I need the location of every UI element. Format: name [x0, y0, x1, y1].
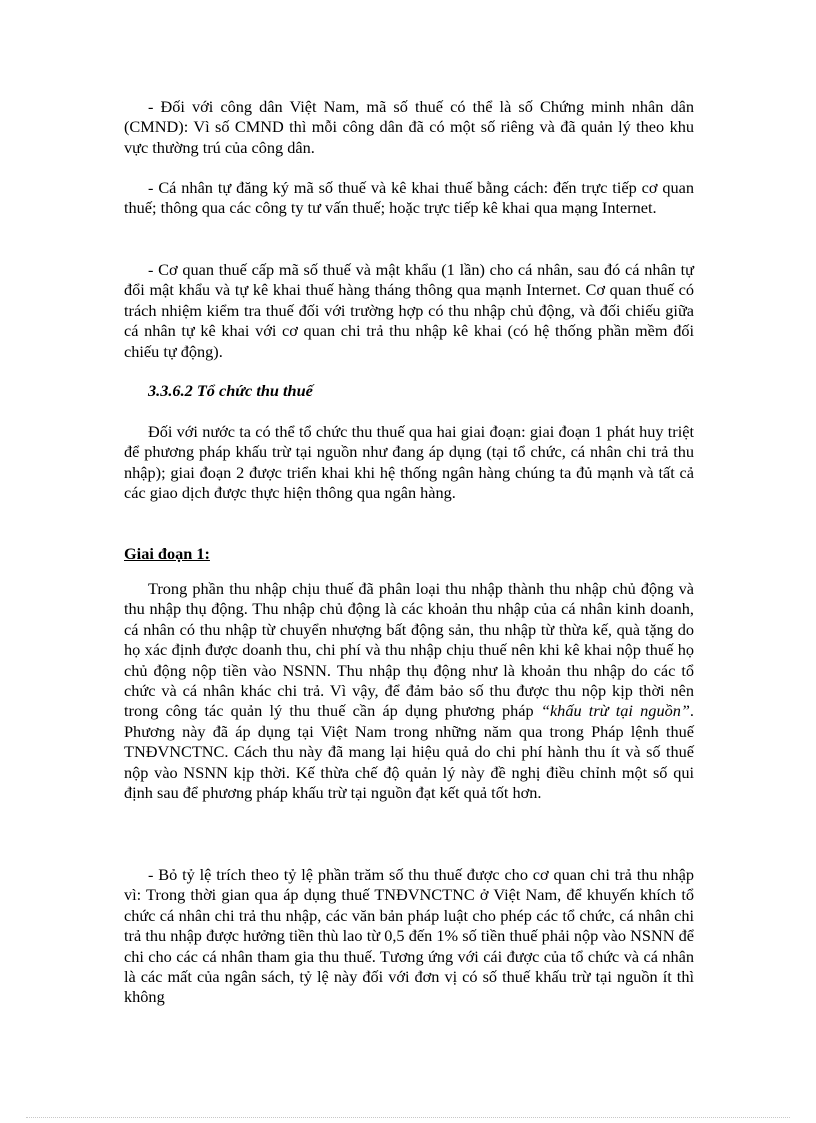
paragraph-password — [124, 260, 694, 362]
subheading-phase-1: Giai đoạn 1: — [124, 544, 210, 563]
body-text: - Cơ quan thuế cấp mã số thuế và mật khẩu (1 lần) cho cá nhân, sau đó cá nhân tự đổi mật khẩu và tự kê khai thuế hàng tháng thông qua mạnh Internet. Cơ quan thuế có trách nhiệm kiểm tra thuế đối với trường hợp có thu nhập chủ động, và đối chiếu giữa cá nhân tự kê khai với cơ quan chi trả thu nhập kê khai (có hệ thống phần mềm đối chiếu tự động). — [124, 260, 694, 361]
section-heading-block — [124, 381, 694, 401]
paragraph-registration — [124, 178, 694, 219]
body-text-part: . Phương này đã áp dụng tại Việt Nam trong những năm qua trong Pháp lệnh thuế TNĐVNCTNC. Cách thu này đã mang lại hiệu quả do chi phí hành thu ít và số thuế nộp vào NSNN kịp thời. Kế thừa chế độ quản lý này đề nghị điều chỉnh một số qui định sau để phương pháp khấu trừ tại nguồn đạt kết quả tốt hơn. — [124, 701, 694, 803]
paragraph-phase-1 — [124, 579, 694, 803]
subheading-block — [124, 544, 694, 564]
body-text — [124, 579, 694, 803]
emphasis-quote: “khấu trừ tại nguồn” — [540, 701, 690, 721]
paragraph-two-phases — [124, 422, 694, 504]
body-text: - Đối với công dân Việt Nam, mã số thuế có thể là số Chứng minh nhân dân (CMND): Vì số CMND thì mỗi công dân đã có một số riêng và đã quản lý theo khu vực thường trú của công dân. — [124, 97, 694, 157]
body-text-part: Trong phần thu nhập chịu thuế đã phân loại thu nhập thành thu nhập chủ động và thu nhập thụ động. Thu nhập chủ động là các khoản thu nhập của cá nhân kinh doanh, cá nhân có thu nhập từ chuyển nhượng bất động sản, thu nhập từ thừa kế, quà tặng do họ xác định được doanh thu, chi phí và thu nhập chịu thuế nên khi kê khai nộp thuế họ chủ động nộp tiền vào NSNN. Thu nhập thụ động như là khoản thu nhập do các tổ chức và cá nhân khác chi trả. Vì vậy, để đảm bảo số thu được thu nộp kịp thời nên trong công tác quản lý thu thuế cần áp dụng phương pháp — [124, 579, 694, 721]
body-text: - Bỏ tỷ lệ trích theo tỷ lệ phần trăm số thu thuế được cho cơ quan chi trả thu nhập vì: Trong thời gian qua áp dụng thuế TNĐVNCTNC ở Việt Nam, để khuyến khích tổ chức cá nhân chi trả thu nhập, các văn bản pháp luật cho phép các tổ chức, cá nhân chi trả thu nhập được hưởng tiền thù lao từ 0,5 đến 1% số tiền thuế phải nộp vào NSNN để chi cho các cá nhân tham gia thu thuế. Tương ứng với cái được của tổ chức và cá nhân là các mất của ngân sách, tỷ lệ này đối với đơn vị có số thuế khấu trừ tại nguồn ít thì không — [124, 865, 694, 1007]
paragraph-remove-rate — [124, 865, 694, 1008]
body-text: Đối với nước ta có thể tổ chức thu thuế qua hai giai đoạn: giai đoạn 1 phát huy triệt để phương pháp khấu trừ tại nguồn như đang áp dụng (tại tổ chức, cá nhân chi trả thu nhập); giai đoạn 2 được triển khai khi hệ thống ngân hàng chúng ta đủ mạnh và tất cả các giao dịch được thực hiện thông qua ngân hàng. — [124, 422, 694, 503]
body-text: - Cá nhân tự đăng ký mã số thuế và kê khai thuế bằng cách: đến trực tiếp cơ quan thuế; thông qua các công ty tư vấn thuế; hoặc trực tiếp kê khai qua mạng Internet. — [124, 178, 694, 218]
page-bottom-divider — [26, 1117, 790, 1118]
paragraph-id-number — [124, 97, 694, 158]
section-heading: 3.3.6.2 Tổ chức thu thuế — [148, 381, 313, 400]
